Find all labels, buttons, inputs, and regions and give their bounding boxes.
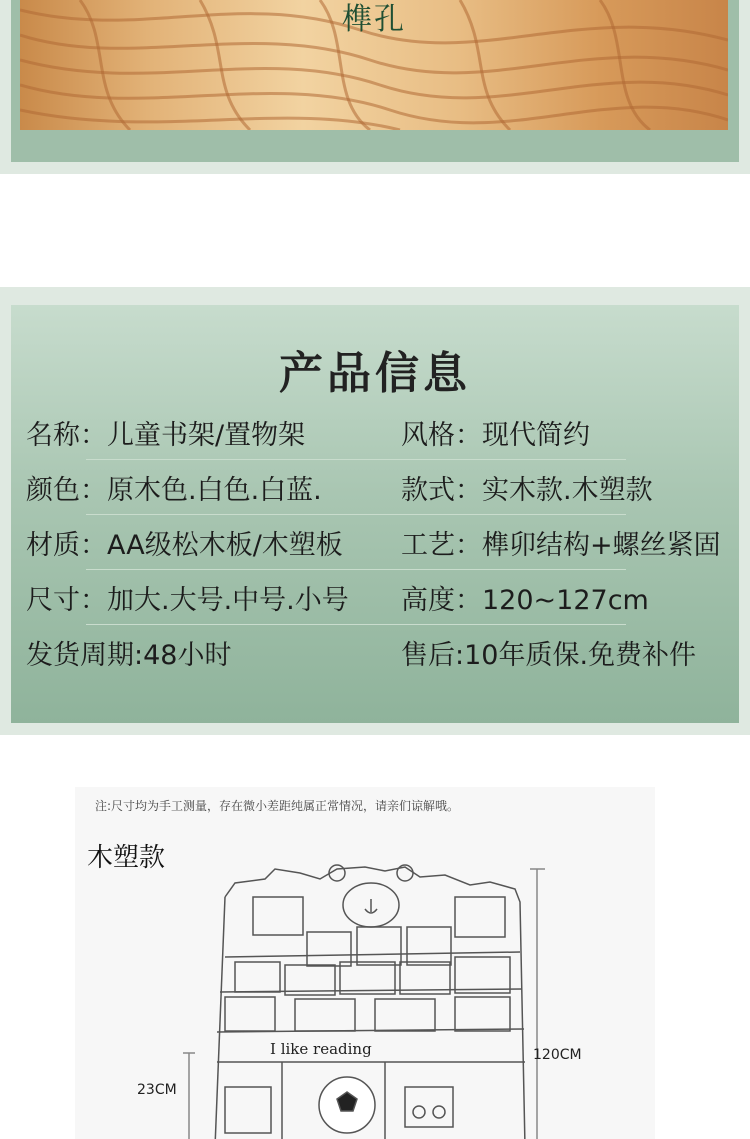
info-row bbox=[26, 460, 653, 515]
wood-grain-image bbox=[20, 0, 728, 130]
wood-label: 榫孔 bbox=[342, 2, 406, 37]
info-craft: 工艺：榫卯结构+螺丝紧固 bbox=[401, 530, 721, 561]
product-info-title: 产品信息 bbox=[279, 348, 471, 399]
info-row bbox=[26, 570, 649, 625]
info-material: 材质：AA级松木板/木塑板 bbox=[26, 530, 343, 561]
model-label: 木塑款 bbox=[87, 843, 166, 873]
info-size: 尺寸：加大.大号.中号.小号 bbox=[26, 585, 349, 616]
info-style: 风格：现代简约 bbox=[401, 420, 590, 451]
info-type: 款式：实木款.木塑款 bbox=[401, 475, 653, 506]
measurement-note: 注:尺寸均为手工测量，存在微小差距纯属正常情况，请亲们谅解哦。 bbox=[95, 799, 460, 813]
info-row bbox=[26, 625, 697, 680]
compartment-dimension: 23CM bbox=[137, 1082, 177, 1098]
info-height: 高度：120~127cm bbox=[401, 585, 649, 616]
info-row bbox=[26, 515, 721, 570]
shelf-slogan: I like reading bbox=[270, 1040, 372, 1058]
info-name: 名称：儿童书架/置物架 bbox=[26, 420, 306, 451]
info-shipping: 发货周期:48小时 bbox=[26, 640, 232, 671]
dimension-diagram bbox=[75, 787, 655, 1139]
product-info-section bbox=[0, 287, 750, 735]
info-aftersale: 售后:10年质保.免费补件 bbox=[401, 640, 697, 671]
height-dimension: 120CM bbox=[533, 1047, 582, 1063]
product-info-panel bbox=[11, 305, 739, 723]
wood-section bbox=[0, 0, 750, 174]
info-row bbox=[26, 405, 626, 460]
info-color: 颜色：原木色.白色.白蓝. bbox=[26, 475, 322, 506]
